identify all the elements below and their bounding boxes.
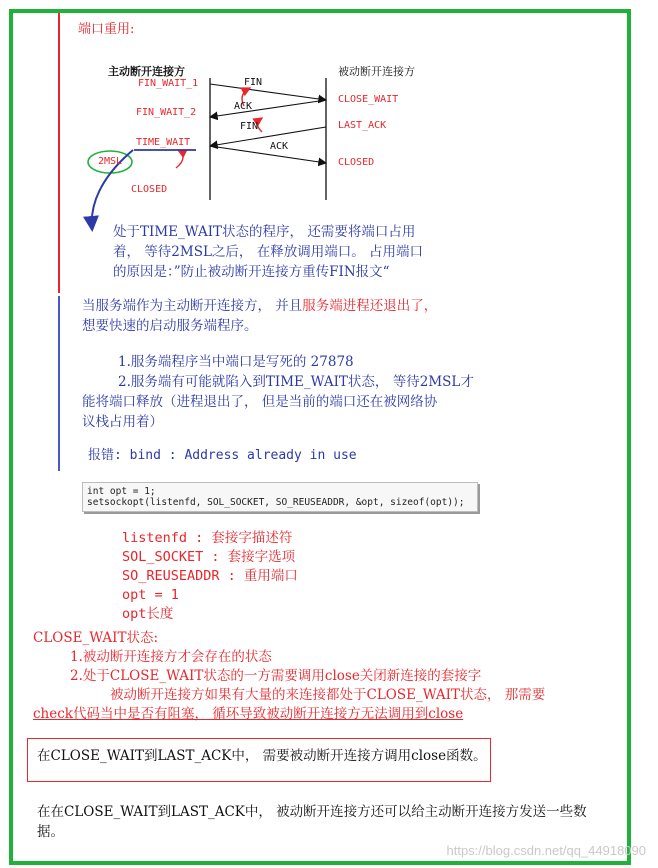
param-sol-socket: SOL_SOCKET : 套接字选项 — [122, 549, 296, 565]
boxed-note-text: 在CLOSE_WAIT到LAST_ACK中， 需要被动断开连接方调用close函数。 — [37, 748, 487, 764]
close-wait-item-1: 1.被动断开连接方才会存在的状态 — [70, 649, 272, 665]
page-title: 端口重用: — [78, 22, 135, 37]
state-closed-left: CLOSED — [131, 184, 168, 195]
server-note-item-1: 1.服务端程序当中端口是写死的 27878 — [118, 354, 354, 370]
msg-ack-2: ACK — [270, 141, 289, 152]
state-closed-right: CLOSED — [338, 157, 375, 168]
state-last-ack: LAST_ACK — [338, 120, 387, 131]
param-so-reuseaddr: SO_REUSEADDR : 重用端口 — [122, 568, 298, 584]
timewait-note-line-1: 处于TIME_WAIT状态的程序， 还需要将端口占用 — [113, 224, 416, 240]
param-listenfd: listenfd : 套接字描述符 — [122, 530, 293, 546]
state-close-wait: CLOSE_WAIT — [338, 94, 399, 105]
fin-arrow-1 — [210, 84, 326, 100]
fin-arrow-2 — [210, 127, 326, 146]
blue-side-line — [58, 296, 60, 471]
state-time-wait: TIME_WAIT — [136, 137, 191, 148]
red-hint-arrow-2 — [258, 118, 263, 132]
ack-arrow-1 — [210, 100, 326, 117]
close-wait-heading: CLOSE_WAIT状态: — [33, 630, 159, 646]
server-note-line-1a: 当服务端作为主动断开连接方， 并且 — [82, 298, 303, 314]
red-hint-arrow-3 — [176, 150, 183, 168]
server-note-item-2b: 能将端口释放（进程退出了， 但是当前的端口还在被网络协 — [82, 394, 438, 410]
bind-error-text: 报错: bind : Address already in use — [88, 448, 357, 463]
close-wait-item-2: 2.处于CLOSE_WAIT状态的一方需要调用close关闭新连接的套接字 — [70, 668, 482, 684]
final-note-line-1: 在在CLOSE_WAIT到LAST_ACK中， 被动断开连接方还可以给主动断开连接方发送一些数 — [37, 804, 587, 820]
ack-arrow-2 — [210, 146, 326, 163]
server-note-item-2a: 2.服务端有可能就陷入到TIME_WAIT状态， 等待2MSL才 — [118, 374, 474, 390]
server-note-line-1 — [82, 297, 437, 316]
final-note-line-2: 据。 — [37, 824, 64, 840]
code-line-2: setsockopt(listenfd, SOL_SOCKET, SO_REUSEADDR, &opt, sizeof(opt)); — [87, 497, 465, 508]
code-line-1: int opt = 1; — [87, 486, 156, 497]
tcp-close-diagram — [0, 0, 658, 240]
server-note-line-2: 想要快速的启动服务端程序。 — [82, 318, 258, 334]
active-side-label: 主动断开连接方 — [108, 65, 185, 78]
msg-ack-1: ACK — [234, 101, 253, 112]
watermark: https://blog.csdn.net/qq_44918090 — [446, 843, 646, 858]
timewait-note-line-3: 的原因是：”防止被动断开连接方重传FIN报文“ — [113, 264, 390, 280]
state-fin-wait-2: FIN_WAIT_2 — [136, 107, 197, 118]
server-note-line-1b: 服务端进程还退出了， — [302, 298, 438, 314]
code-snippet — [82, 482, 478, 512]
state-two-msl: 2MSL — [98, 156, 123, 167]
close-wait-item-4: check代码当中是否有阻塞， 循环导致被动断开连接方无法调用到close — [33, 706, 464, 722]
param-opt: opt = 1 — [122, 587, 179, 603]
msg-fin-2: FIN — [240, 121, 259, 132]
passive-side-label: 被动断开连接方 — [338, 65, 415, 78]
param-opt-length: opt长度 — [122, 606, 174, 622]
close-wait-item-3: 被动断开连接方如果有大量的来连接都处于CLOSE_WAIT状态， 那需要 — [110, 687, 546, 703]
msg-fin-1: FIN — [244, 77, 263, 88]
server-note-item-2c: 议栈占用着） — [82, 414, 163, 430]
timewait-note-line-2: 着， 等待2MSL之后， 在释放调用端口。 占用端口 — [113, 244, 423, 260]
state-fin-wait-1: FIN_WAIT_1 — [138, 78, 199, 89]
